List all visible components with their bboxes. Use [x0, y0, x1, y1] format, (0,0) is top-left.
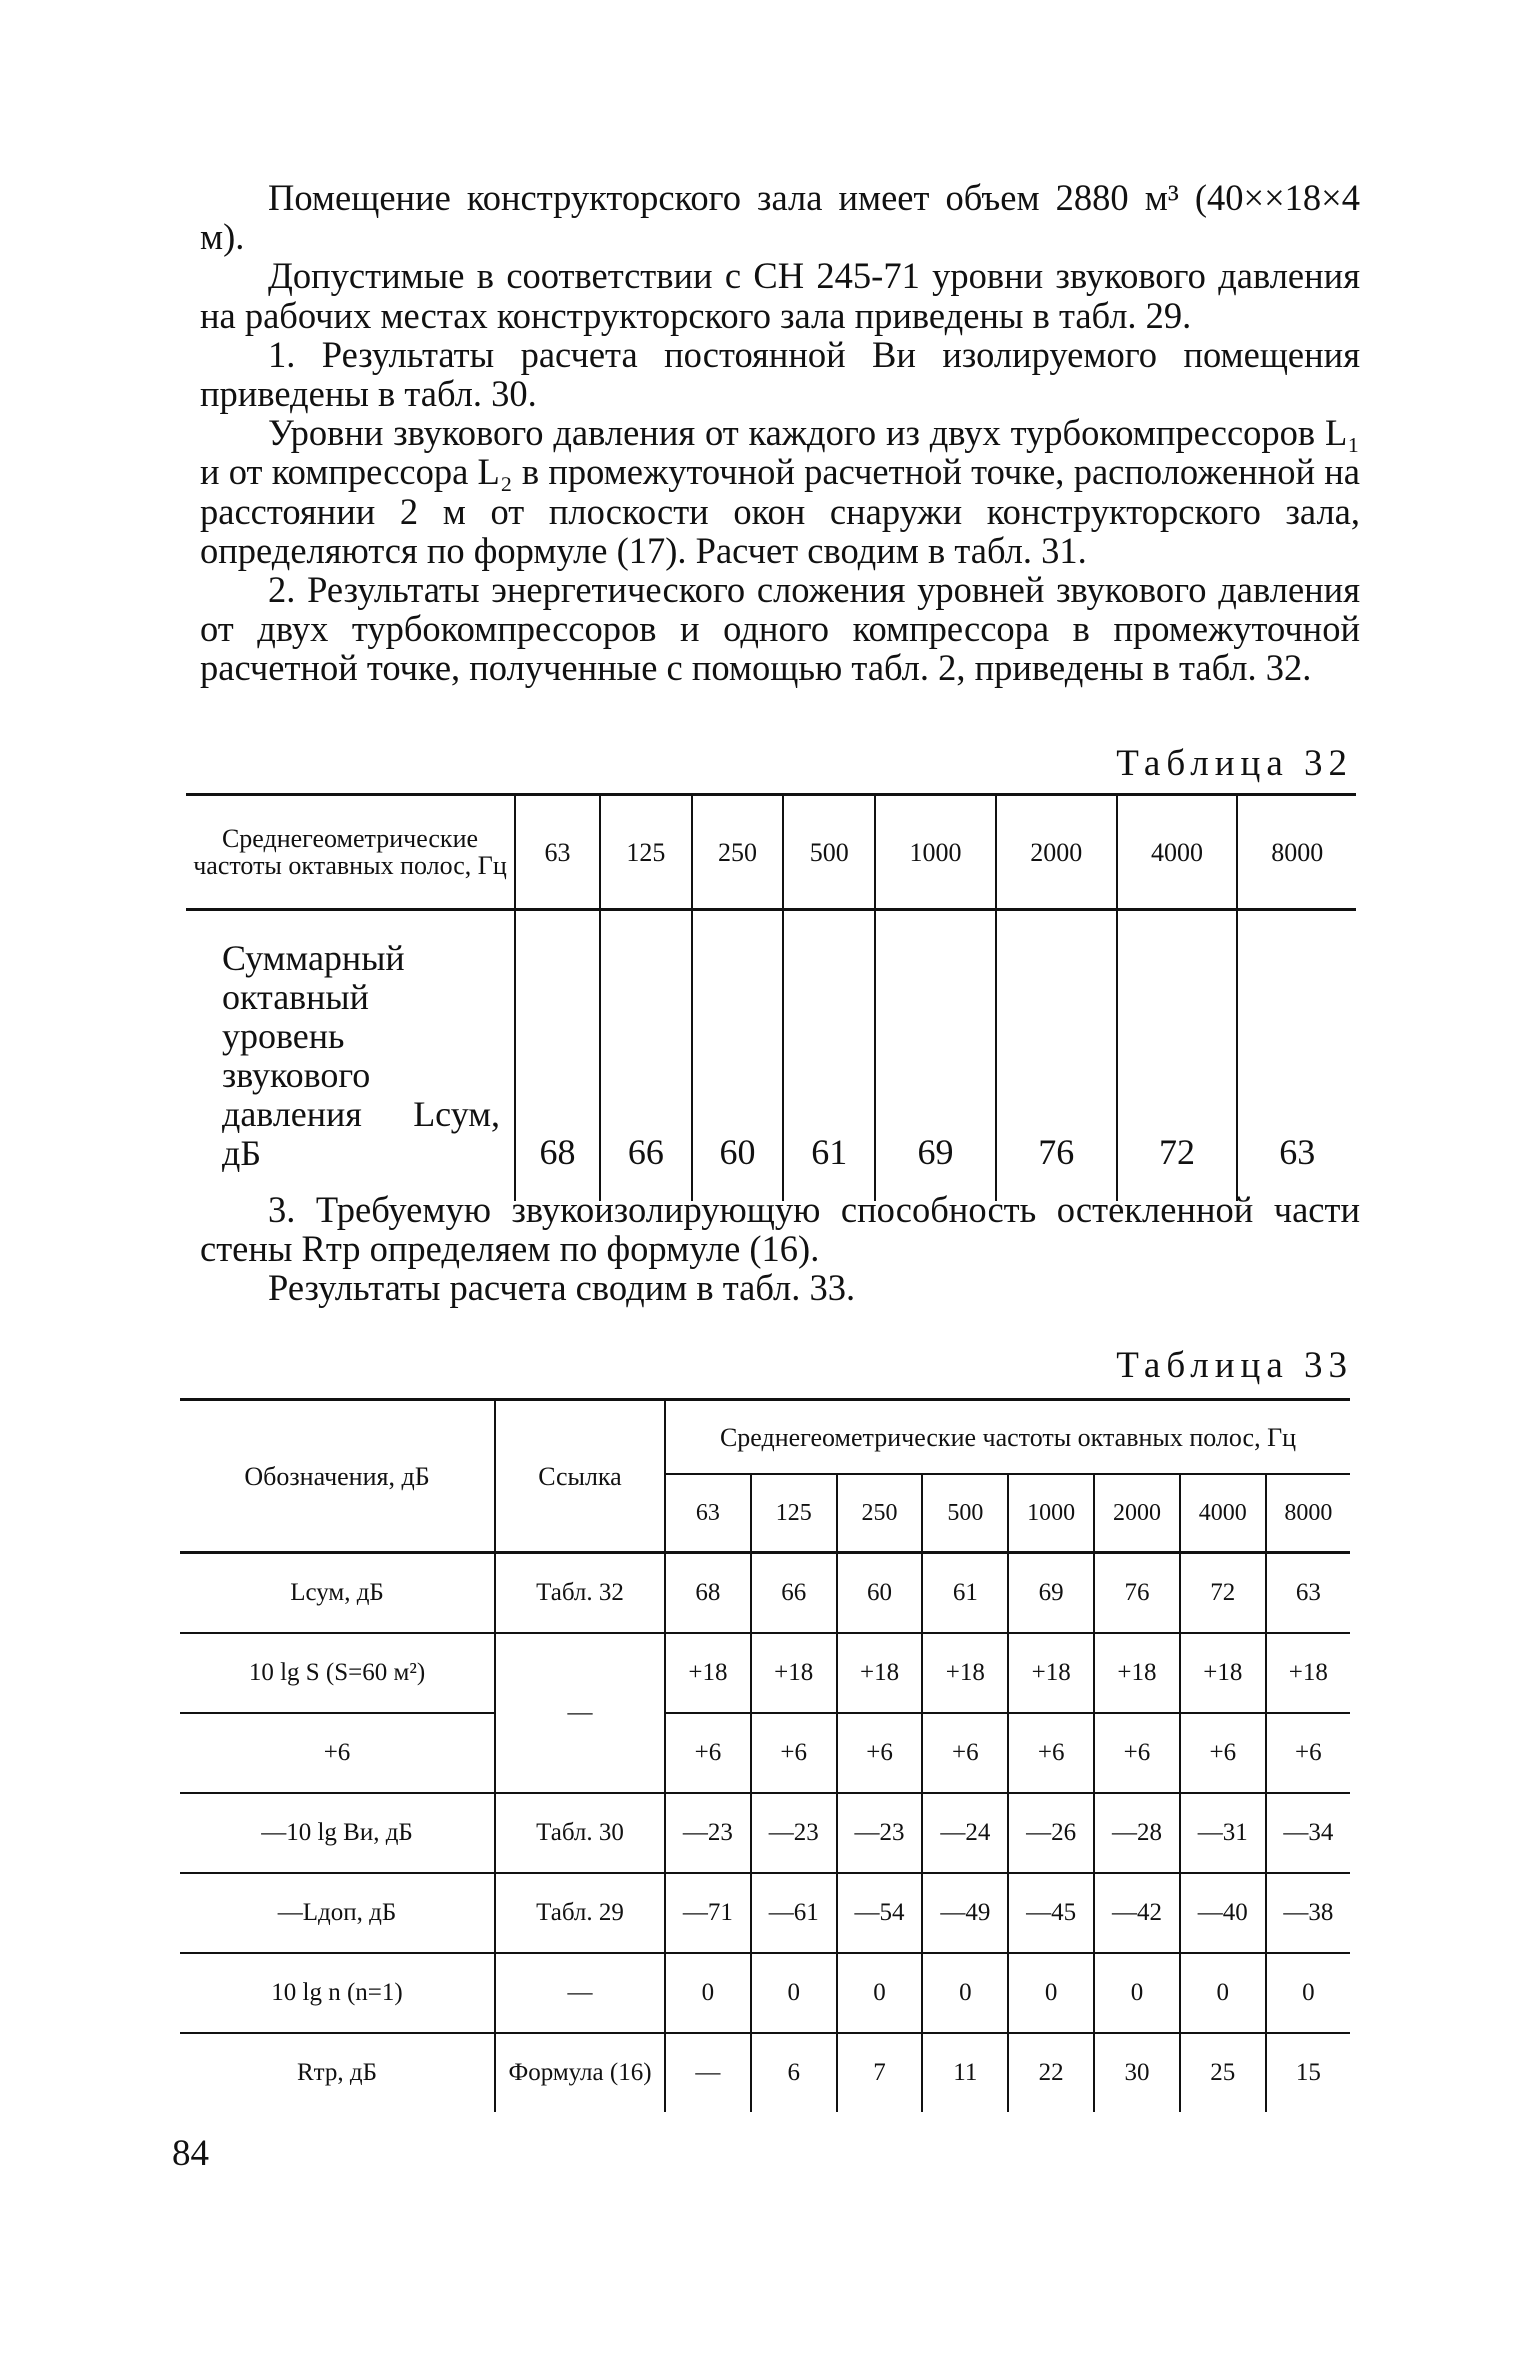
table-32-freq: 63 [515, 795, 600, 910]
table-33-cell: +6 [1008, 1713, 1094, 1793]
table-33-cell: +6 [1266, 1713, 1350, 1793]
table-32-value: 72 [1117, 910, 1238, 1202]
table-33-row-label: —Lдоп, дБ [180, 1873, 495, 1953]
table-33-cell: +6 [665, 1713, 751, 1793]
table-33-cell: 66 [751, 1553, 837, 1634]
table-33-cell: +6 [1180, 1713, 1266, 1793]
table-33-cell: 11 [922, 2033, 1008, 2112]
table-32-freq: 125 [600, 795, 692, 910]
paragraph-results: Результаты расчета сводим в табл. 33. [268, 1267, 856, 1309]
table-33 [180, 1398, 1350, 2112]
table-33-row [180, 1633, 1350, 1713]
table-33-cell: —54 [837, 1873, 923, 1953]
table-33-cell: 0 [837, 1953, 923, 2033]
table-33-row [180, 1953, 1350, 2033]
table-33-row [180, 1553, 1350, 1634]
table-33-cell: —34 [1266, 1793, 1350, 1873]
table-33-cell: 25 [1180, 2033, 1266, 2112]
table-33-cell: —23 [837, 1793, 923, 1873]
page-number: 84 [172, 2133, 209, 2174]
table-33-cell: —31 [1180, 1793, 1266, 1873]
table-33-cell: 0 [1180, 1953, 1266, 2033]
table-33-cell: —23 [751, 1793, 837, 1873]
table-33-row [180, 1713, 1350, 1793]
table-33-cell: —38 [1266, 1873, 1350, 1953]
table-33-freq: 500 [922, 1474, 1008, 1553]
table-33-row-label: +6 [180, 1713, 495, 1793]
table-33-row-ref: — [495, 1633, 665, 1793]
table-33-freq: 8000 [1266, 1474, 1350, 1553]
table-33-cell: 15 [1266, 2033, 1350, 2112]
table-33-cell: —28 [1094, 1793, 1180, 1873]
table-33-cell: +18 [1094, 1633, 1180, 1713]
intro-text [200, 178, 1360, 688]
paragraph-constant: 1. Результаты расчета постоянной Bи изолируемого помещения приведены в табл. 30. [200, 333, 1360, 415]
table-32-header-row [186, 795, 1356, 910]
table-33-cell: 6 [751, 2033, 837, 2112]
table-32-freq: 4000 [1117, 795, 1238, 910]
table-33-cell: +6 [837, 1713, 923, 1793]
table-32-value-row [186, 910, 1356, 1202]
table-33-cell: —45 [1008, 1873, 1094, 1953]
paragraph-permissible-levels: Допустимые в соответствии с СН 245-71 уровни звукового давления на рабочих местах конструкторского зала приведены в табл. 29. [200, 255, 1360, 336]
table-33-freq: 250 [837, 1474, 923, 1553]
table-33-cell: 0 [1266, 1953, 1350, 2033]
table-33-cell: 61 [922, 1553, 1008, 1634]
table-33-cell: +18 [1180, 1633, 1266, 1713]
paragraph-room-volume: Помещение конструкторского зала имеет объем 2880 м³ (40××18×4 м). [200, 177, 1360, 258]
table-33-cell: 60 [837, 1553, 923, 1634]
table-33-cell: —23 [665, 1793, 751, 1873]
table-33-row-label: 10 lg S (S=60 м²) [180, 1633, 495, 1713]
table-33-freq: 4000 [1180, 1474, 1266, 1553]
table-33-cell: +18 [665, 1633, 751, 1713]
table-33-row-label: 10 lg n (n=1) [180, 1953, 495, 2033]
table-33-freq: 63 [665, 1474, 751, 1553]
table-33-cell: 0 [751, 1953, 837, 2033]
table-32-value: 61 [783, 910, 875, 1202]
table-33-cell: 72 [1180, 1553, 1266, 1634]
table-32-freq: 2000 [996, 795, 1117, 910]
table-33-row-label: —10 lg Bи, дБ [180, 1793, 495, 1873]
table-32-row-label: Суммарный октавный уровень звукового давления Lсум, дБ [222, 938, 500, 1173]
table-33-cell: —61 [751, 1873, 837, 1953]
table-32 [186, 793, 1356, 1201]
table-33-cell: 0 [1008, 1953, 1094, 2033]
table-33-row-label: Rтр, дБ [180, 2033, 495, 2112]
table-33-row [180, 1793, 1350, 1873]
table-33-cell: 0 [922, 1953, 1008, 2033]
paragraph-sound-levels: Уровни звукового давления от каждого из двух турбокомпрессоров L₁ и от компрессора L₂ в промежуточной расчетной точке, расположенной на расстоянии 2 м от плоскости окон снаружи конструкторского зала, определяются по формуле (17). Расчет сводим в табл. 31. [200, 412, 1360, 571]
table-33-cell: —42 [1094, 1873, 1180, 1953]
table-32-freq: 8000 [1237, 795, 1356, 910]
table-32-header-label: Среднегеометрические частоты октавных полос, Гц [193, 824, 507, 880]
table-32-value: 66 [600, 910, 692, 1202]
table-32-freq: 1000 [875, 795, 996, 910]
table-33-cell: —40 [1180, 1873, 1266, 1953]
table-33-cell: 76 [1094, 1553, 1180, 1634]
table-32-value: 63 [1237, 910, 1356, 1202]
table-33-row-ref: Табл. 29 [495, 1873, 665, 1953]
table-33-freq: 125 [751, 1474, 837, 1553]
table-33-cell: — [665, 2033, 751, 2112]
table-33-row [180, 1873, 1350, 1953]
table-33-cell: +6 [751, 1713, 837, 1793]
table-33-cell: —24 [922, 1793, 1008, 1873]
table-33-cell: +18 [1266, 1633, 1350, 1713]
table-33-cell: 30 [1094, 2033, 1180, 2112]
table-32-value: 60 [692, 910, 784, 1202]
table-33-cell: +18 [837, 1633, 923, 1713]
table-33-cell: +6 [922, 1713, 1008, 1793]
table-33-caption: Таблица 33 [1116, 1345, 1353, 1386]
table-32-freq: 250 [692, 795, 784, 910]
table-33-freq: 1000 [1008, 1474, 1094, 1553]
table-32-freq: 500 [783, 795, 875, 910]
table-33-row-ref: Табл. 30 [495, 1793, 665, 1873]
table-33-row-ref: Формула (16) [495, 2033, 665, 2112]
table-33-row [180, 2033, 1350, 2112]
middle-text [200, 1190, 1360, 1308]
table-32-caption: Таблица 32 [1116, 743, 1353, 784]
table-33-cell: —71 [665, 1873, 751, 1953]
table-32-value: 76 [996, 910, 1117, 1202]
table-33-col-designation: Обозначения, дБ [244, 1461, 430, 1491]
paragraph-required-insulation: 3. Требуемую звукоизолирующую способность остекленной части стены Rтр определяем по формуле (16). [200, 1189, 1360, 1270]
table-33-cell: 63 [1266, 1553, 1350, 1634]
table-33-cell: +18 [922, 1633, 1008, 1713]
table-33-cell: 7 [837, 2033, 923, 2112]
table-33-cell: 68 [665, 1553, 751, 1634]
table-33-col-reference: Ссылка [495, 1400, 665, 1553]
table-33-col-freq-group: Среднегеометрические частоты октавных полос, Гц [719, 1422, 1297, 1452]
table-32-value: 68 [515, 910, 600, 1202]
table-33-cell: —26 [1008, 1793, 1094, 1873]
table-33-cell: 69 [1008, 1553, 1094, 1634]
table-33-row-label: Lсум, дБ [180, 1553, 495, 1634]
table-33-cell: 22 [1008, 2033, 1094, 2112]
paragraph-energy-sum: 2. Результаты энергетического сложения уровней звукового давления от двух турбокомпрессоров и одного компрессора в промежуточной расчетной точке, полученные с помощью табл. 2, приведены в табл. 32. [200, 569, 1360, 689]
table-33-row-ref: — [495, 1953, 665, 2033]
table-33-cell: +18 [751, 1633, 837, 1713]
table-33-header-row-1 [180, 1400, 1350, 1475]
table-33-row-ref: Табл. 32 [495, 1553, 665, 1634]
table-32-value: 69 [875, 910, 996, 1202]
table-33-cell: 0 [665, 1953, 751, 2033]
table-33-cell: 0 [1094, 1953, 1180, 2033]
table-33-cell: +6 [1094, 1713, 1180, 1793]
table-33-cell: —49 [922, 1873, 1008, 1953]
table-33-freq: 2000 [1094, 1474, 1180, 1553]
table-33-cell: +18 [1008, 1633, 1094, 1713]
